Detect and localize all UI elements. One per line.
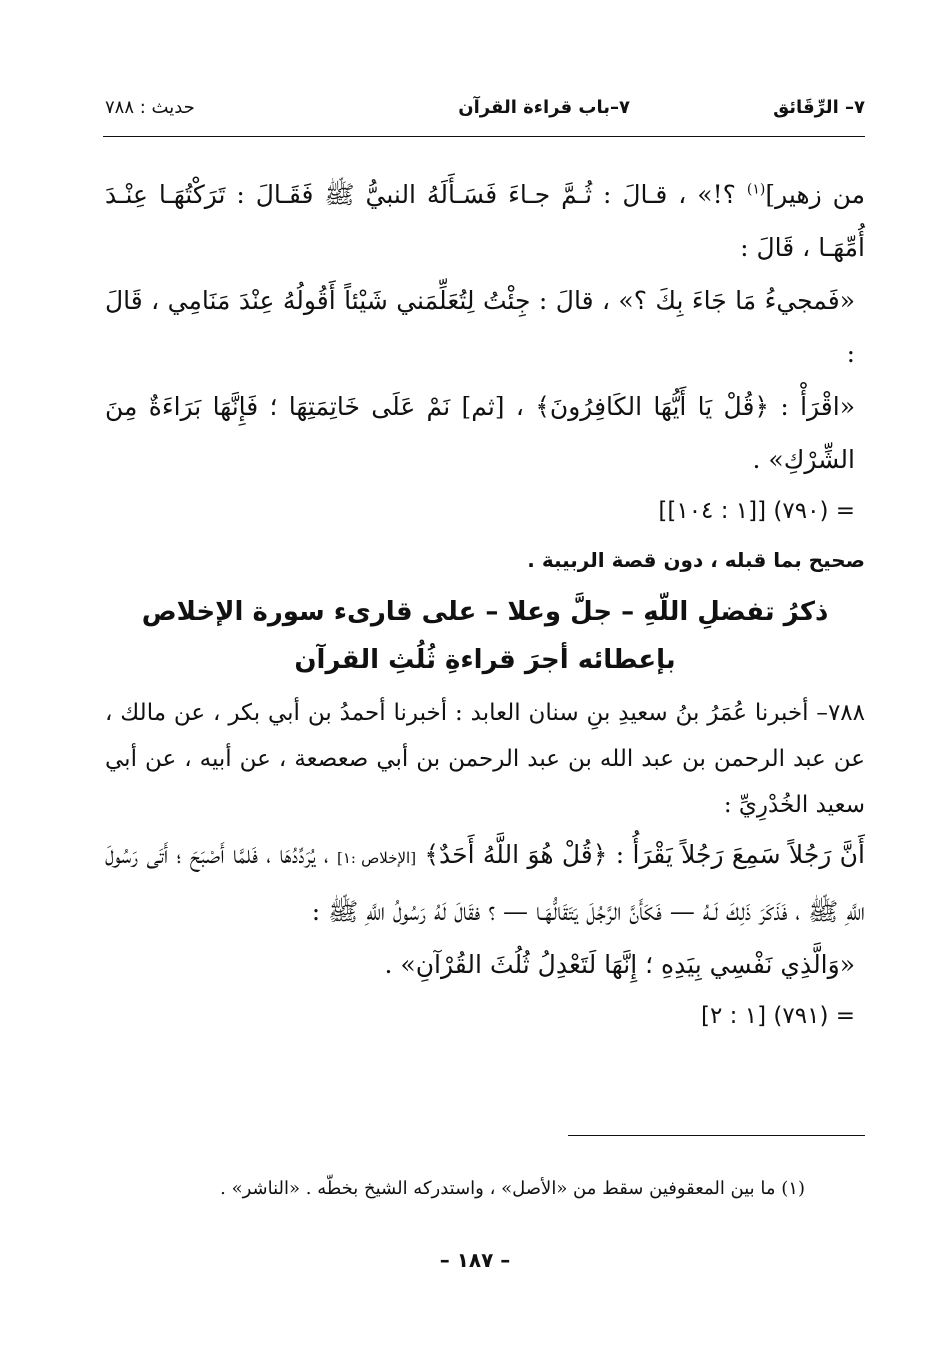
prophet-saying: «وَالَّذِي نَفْسِي بِيَدِهِ ؛ إِنَّهَا لَتَعْدِلُ ثُلُثَ القُرْآنِ» . bbox=[384, 950, 855, 979]
footnote: (١) ما بين المعقوفين سقط من «الأصل» ، واستدركه الشيخ بخطّه . «الناشر» . bbox=[220, 1178, 805, 1199]
paragraph-1-start: من زهير] bbox=[765, 180, 866, 209]
matn-start: أَنَّ رَجُلاً سَمِعَ رَجُلاً يَقْرَأُ : ﴿قُلْ هُوَ اللَّهُ أَحَدٌ﴾ bbox=[416, 840, 865, 869]
page-number: – ١٨٧ – bbox=[439, 1248, 511, 1272]
quran-citation: [الإخلاص :١] bbox=[337, 849, 417, 867]
paragraph-1-rest: ؟!» ، قـالَ : ثُـمَّ جـاءَ فَسَـأَلَهُ النبيُّ ﷺ فَقَـالَ : تَرَكْتُهَـا عِنْـدَ أُمِّهَـا ، قَالَ : bbox=[105, 180, 865, 262]
header-divider bbox=[103, 136, 865, 137]
isnad-paragraph: ٧٨٨– أخبرنا عُمَرُ بنُ سعيدِ بنِ سنان العابد : أخبرنا أحمدُ بن أبي بكر ، عن مالك ، عن عبد الرحمن بن عبد الله بن عبد الرحمن بن أبي صعصعة ، عن أبيه ، عن أبي سعيد الخُدْرِيِّ : bbox=[105, 700, 865, 818]
hadith-grade: صحيح بما قبله ، دون قصة الربيبة . bbox=[527, 548, 865, 572]
paragraph-1 bbox=[105, 168, 865, 274]
paragraph-3: «اقْرَأْ : ﴿قُلْ يَا أَيُّهَا الكَافِرُونَ﴾ ، [ثم] نَمْ عَلَى خَاتِمَتِهَا ؛ فَإِنَّهَا بَرَاءَةٌ مِنَ الشِّرْكِ» . bbox=[105, 392, 855, 474]
chapter-title: ٧– الرِّقَائق bbox=[773, 97, 865, 118]
footnote-marker: (١) bbox=[746, 181, 766, 198]
main-text bbox=[105, 168, 865, 1041]
chapter-heading-line-2: بإعطائه أجرَ قراءةِ ثُلُثِ القرآن bbox=[294, 645, 676, 675]
footnote-divider bbox=[568, 1135, 865, 1136]
chapter-heading-line-1: ذكرُ تفضلِ اللّهِ – جلَّ وعلا – على قارىء سورة الإخلاص bbox=[141, 597, 829, 627]
matn-paragraph bbox=[105, 828, 865, 938]
hadith-number: حديث : ٧٨٨ bbox=[105, 97, 195, 118]
section-title: ٧–باب قراءة القرآن bbox=[458, 97, 630, 118]
cross-reference-1: = (٧٩٠) [[١ : ١٠٤]] bbox=[658, 498, 855, 524]
running-header bbox=[105, 95, 865, 127]
paragraph-2: «فَمجيءُ مَا جَاءَ بِكَ ؟» ، قالَ : جِئْتُ لِتُعَلِّمَني شَيْئاً أَقُولُهُ عِنْدَ مَنَامِي ، قَالَ : bbox=[105, 286, 855, 368]
matn-rest: ، يُرَدِّدُهَا ، فَلمَّا أَصْبَحَ ؛ أَتَى رَسُولَ اللَّهِ ﷺ ، فَذَكَرَ ذَلِكَ لَـهُ — فَكَأَنَّ الرَّجُلَ يَتَقَالُّهَـا — ؟ فقَالَ لَهُ رَسُولُ اللَّهِ ﷺ : bbox=[105, 840, 865, 926]
cross-reference-2: = (٧٩١) [١ : ٢] bbox=[701, 1003, 855, 1029]
